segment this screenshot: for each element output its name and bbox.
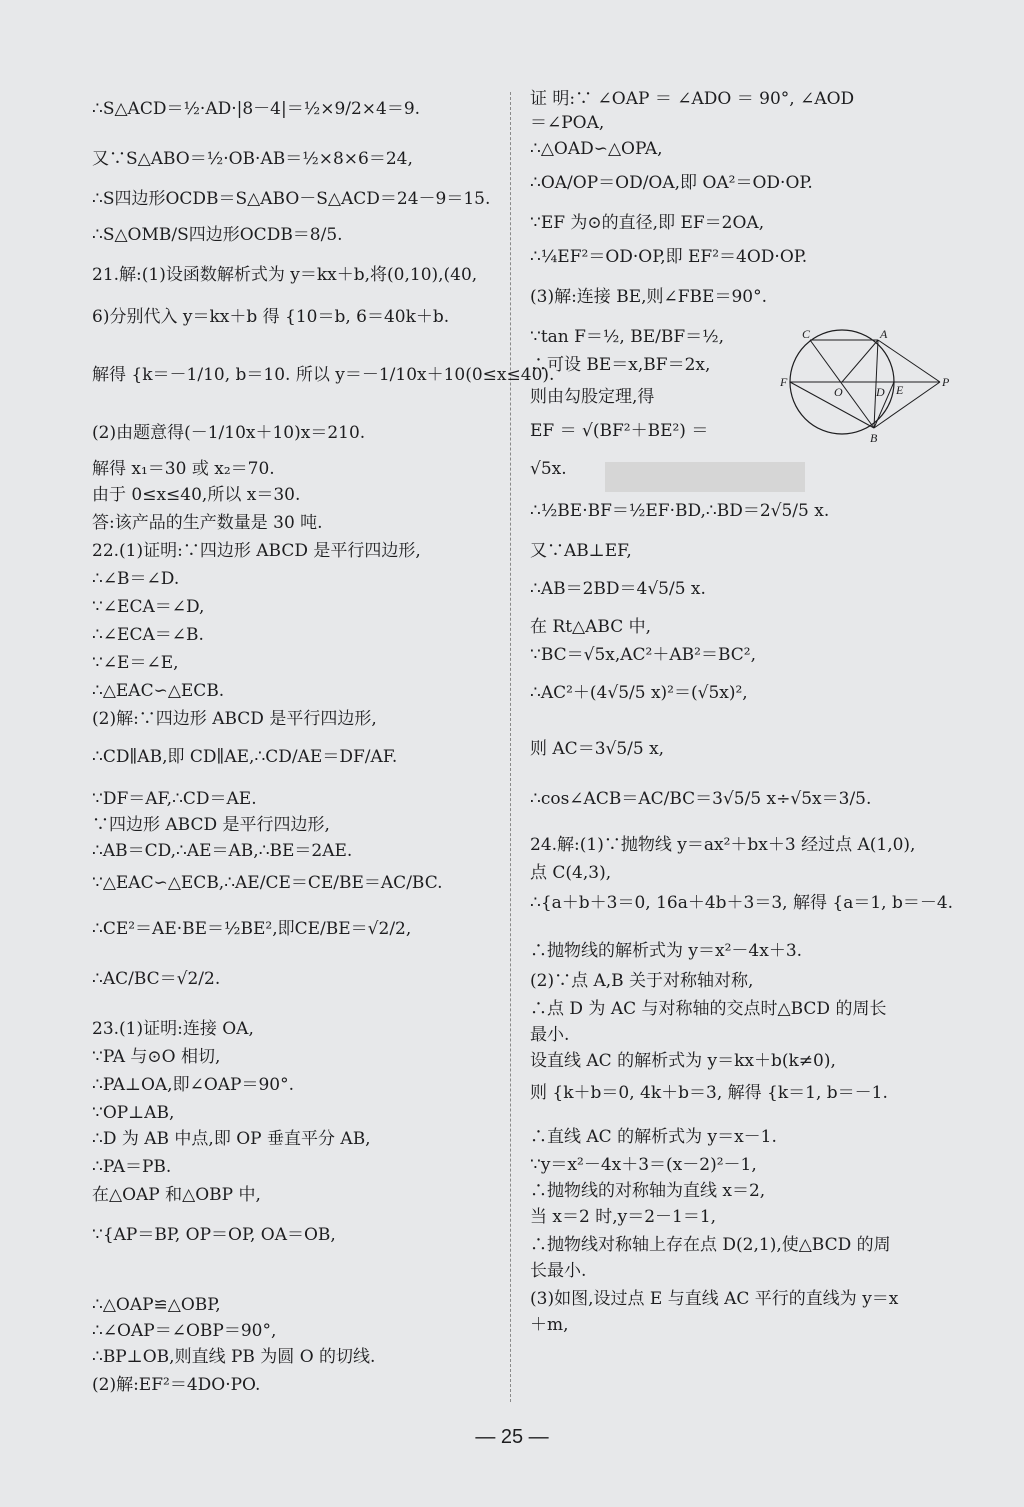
left-lines-line: (2)由题意得(－1/10x＋10)x＝210. <box>92 423 366 443</box>
left-lines-line: ∴AC/BC＝√2/2. <box>92 969 221 989</box>
right-lines-line: 24.解:(1)∵抛物线 y＝ax²＋bx＋3 经过点 A(1,0), <box>530 835 916 855</box>
right-lines-line: ∴抛物线的解析式为 y＝x²－4x＋3. <box>530 941 803 961</box>
left-lines-line: ∴∠B＝∠D. <box>92 569 180 589</box>
left-lines-line: ∵DF＝AF,∴CD＝AE. <box>92 789 257 809</box>
left-lines-line: ∵OP⊥AB, <box>92 1103 175 1123</box>
left-lines-line: ∵PA 与⊙O 相切, <box>92 1047 221 1067</box>
label-e: E <box>896 383 904 397</box>
right-lines-line: ∵EF 为⊙的直径,即 EF＝2OA, <box>530 213 765 233</box>
label-f: F <box>780 375 788 389</box>
left-lines-line: ∵{AP＝BP, OP＝OP, OA＝OB, <box>92 1225 336 1245</box>
column-divider <box>510 92 511 1402</box>
left-lines-line: ∵四边形 ABCD 是平行四边形, <box>92 815 330 835</box>
redaction-box <box>605 462 805 492</box>
right-lines-line: ＋m, <box>530 1315 569 1335</box>
right-lines-line: ∴抛物线的对称轴为直线 x＝2, <box>530 1181 766 1201</box>
left-lines-line: (2)解:∵四边形 ABCD 是平行四边形, <box>92 709 377 729</box>
segment-ab <box>874 340 878 428</box>
left-lines-line: ∵△EAC∽△ECB,∴AE/CE＝CE/BE＝AC/BC. <box>92 873 443 893</box>
left-lines-line: 在△OAP 和△OBP 中, <box>92 1185 261 1205</box>
label-d: D <box>876 385 885 399</box>
left-lines-line: 23.(1)证明:连接 OA, <box>92 1019 254 1039</box>
left-lines-line: ∴△EAC∽△ECB. <box>92 681 225 701</box>
left-lines-line: 又∵S△ABO＝½·OB·AB＝½×8×6＝24, <box>92 149 413 169</box>
left-lines-line: 6)分别代入 y＝kx＋b 得 {10＝b, 6＝40k＋b. <box>92 307 450 327</box>
left-lines-line: ∴S四边形OCDB＝S△ABO－S△ACD＝24－9＝15. <box>92 189 491 209</box>
left-lines-line: 答:该产品的生产数量是 30 吨. <box>92 513 323 533</box>
right-lines-line: ∴直线 AC 的解析式为 y＝x－1. <box>530 1127 777 1147</box>
right-lines-line: 在 Rt△ABC 中, <box>530 617 652 637</box>
left-lines-line: ∴D 为 AB 中点,即 OP 垂直平分 AB, <box>92 1129 371 1149</box>
left-lines-line: ∴PA⊥OA,即∠OAP＝90°. <box>92 1075 295 1095</box>
left-lines-line: 22.(1)证明:∵四边形 ABCD 是平行四边形, <box>92 541 421 561</box>
segment-pa <box>878 340 940 382</box>
right-lines-line: 证 明:∵ ∠OAP ＝ ∠ADO ＝ 90°, ∠AOD <box>530 89 855 109</box>
right-lines-line: (2)∵点 A,B 关于对称轴对称, <box>530 971 754 991</box>
label-p: P <box>942 375 950 389</box>
right-lines-line: ∴可设 BE＝x,BF＝2x, <box>530 355 711 375</box>
right-lines-line: 则由勾股定理,得 <box>530 387 655 407</box>
right-lines-line: ∵y＝x²－4x＋3＝(x－2)²－1, <box>530 1155 757 1175</box>
left-lines-line: 解得 {k＝－1/10, b＝10. 所以 y＝－1/10x＋10(0≤x≤40). <box>92 365 555 385</box>
right-lines-line: ∴点 D 为 AC 与对称轴的交点时△BCD 的周长 <box>530 999 887 1019</box>
left-lines-line: ∴CD∥AB,即 CD∥AE,∴CD/AE＝DF/AF. <box>92 747 398 767</box>
page-number: — 25 — <box>475 1426 549 1448</box>
left-lines-line: ∴AB＝CD,∴AE＝AB,∴BE＝2AE. <box>92 841 353 861</box>
label-b: B <box>870 431 878 445</box>
left-lines-line: ∴△OAP≌△OBP, <box>92 1295 221 1315</box>
right-lines-line: 又∵AB⊥EF, <box>530 541 632 561</box>
right-lines-line: ∴AC²＋(4√5/5 x)²＝(√5x)², <box>530 683 748 703</box>
left-lines-line: ∴S△OMB/S四边形OCDB＝8/5. <box>92 225 343 245</box>
left-lines-line: ∴S△ACD＝½·AD·|8－4|＝½×9/2×4＝9. <box>92 99 421 119</box>
right-lines-line: √5x. <box>530 459 567 479</box>
left-lines-line: 解得 x₁＝30 或 x₂＝70. <box>92 459 275 479</box>
label-c: C <box>802 328 811 341</box>
right-lines-line: ∴△OAD∽△OPA, <box>530 139 663 159</box>
segment-cb <box>810 340 874 428</box>
left-lines-line: ∵∠ECA＝∠D, <box>92 597 205 617</box>
right-lines-line: ∴AB＝2BD＝4√5/5 x. <box>530 579 706 599</box>
right-lines-line: 点 C(4,3), <box>530 863 612 883</box>
right-lines-line: ∵tan F＝½, BE/BF＝½, <box>530 327 725 347</box>
right-lines-line: 当 x＝2 时,y＝2－1＝1, <box>530 1207 717 1227</box>
right-lines-line: 最小. <box>530 1025 570 1045</box>
right-lines-line: ＝∠POA, <box>530 113 605 133</box>
label-o: O <box>834 385 843 399</box>
right-lines-line: (3)如图,设过点 E 与直线 AC 平行的直线为 y＝x <box>530 1289 899 1309</box>
right-lines-line: ∴cos∠ACB＝AC/BC＝3√5/5 x÷√5x＝3/5. <box>530 789 872 809</box>
right-lines-line: ∵BC＝√5x,AC²＋AB²＝BC², <box>530 645 756 665</box>
left-lines-line: 由于 0≤x≤40,所以 x＝30. <box>92 485 301 505</box>
circle-geometry-figure <box>780 328 950 446</box>
right-lines-line: ∴抛物线对称轴上存在点 D(2,1),使△BCD 的周 <box>530 1235 891 1255</box>
left-lines-line: ∴PA＝PB. <box>92 1157 172 1177</box>
right-lines-line: EF ＝ √(BF²＋BE²) ＝ <box>530 421 709 441</box>
segment-fb <box>790 382 874 428</box>
left-lines-line: 21.解:(1)设函数解析式为 y＝kx＋b,将(0,10),(40, <box>92 265 478 285</box>
label-a: A <box>880 328 888 341</box>
right-lines-line: ∴{a＋b＋3＝0, 16a＋4b＋3＝3, 解得 {a＝1, b＝－4. <box>530 893 954 913</box>
left-lines-line: ∴∠ECA＝∠B. <box>92 625 204 645</box>
right-lines-line: ∴OA/OP＝OD/OA,即 OA²＝OD·OP. <box>530 173 813 193</box>
right-lines-line: 则 {k＋b＝0, 4k＋b＝3, 解得 {k＝1, b＝－1. <box>530 1083 888 1103</box>
left-lines-line: ∴CE²＝AE·BE＝½BE²,即CE/BE＝√2/2, <box>92 919 412 939</box>
right-lines-line: ∴¼EF²＝OD·OP,即 EF²＝4OD·OP. <box>530 247 808 267</box>
left-lines-line: ∵∠E＝∠E, <box>92 653 179 673</box>
segment-oa <box>842 340 878 382</box>
right-lines-line: 设直线 AC 的解析式为 y＝kx＋b(k≠0), <box>530 1051 836 1071</box>
left-lines-line: (2)解:EF²＝4DO·PO. <box>92 1375 261 1395</box>
left-lines-line: ∴∠OAP＝∠OBP＝90°, <box>92 1321 277 1341</box>
left-lines-line: ∴BP⊥OB,则直线 PB 为圆 O 的切线. <box>92 1347 376 1367</box>
right-lines-line: 长最小. <box>530 1261 587 1281</box>
right-lines-line: ∴½BE·BF＝½EF·BD,∴BD＝2√5/5 x. <box>530 501 830 521</box>
right-lines-line: 则 AC＝3√5/5 x, <box>530 739 665 759</box>
right-lines-line: (3)解:连接 BE,则∠FBE＝90°. <box>530 287 767 307</box>
